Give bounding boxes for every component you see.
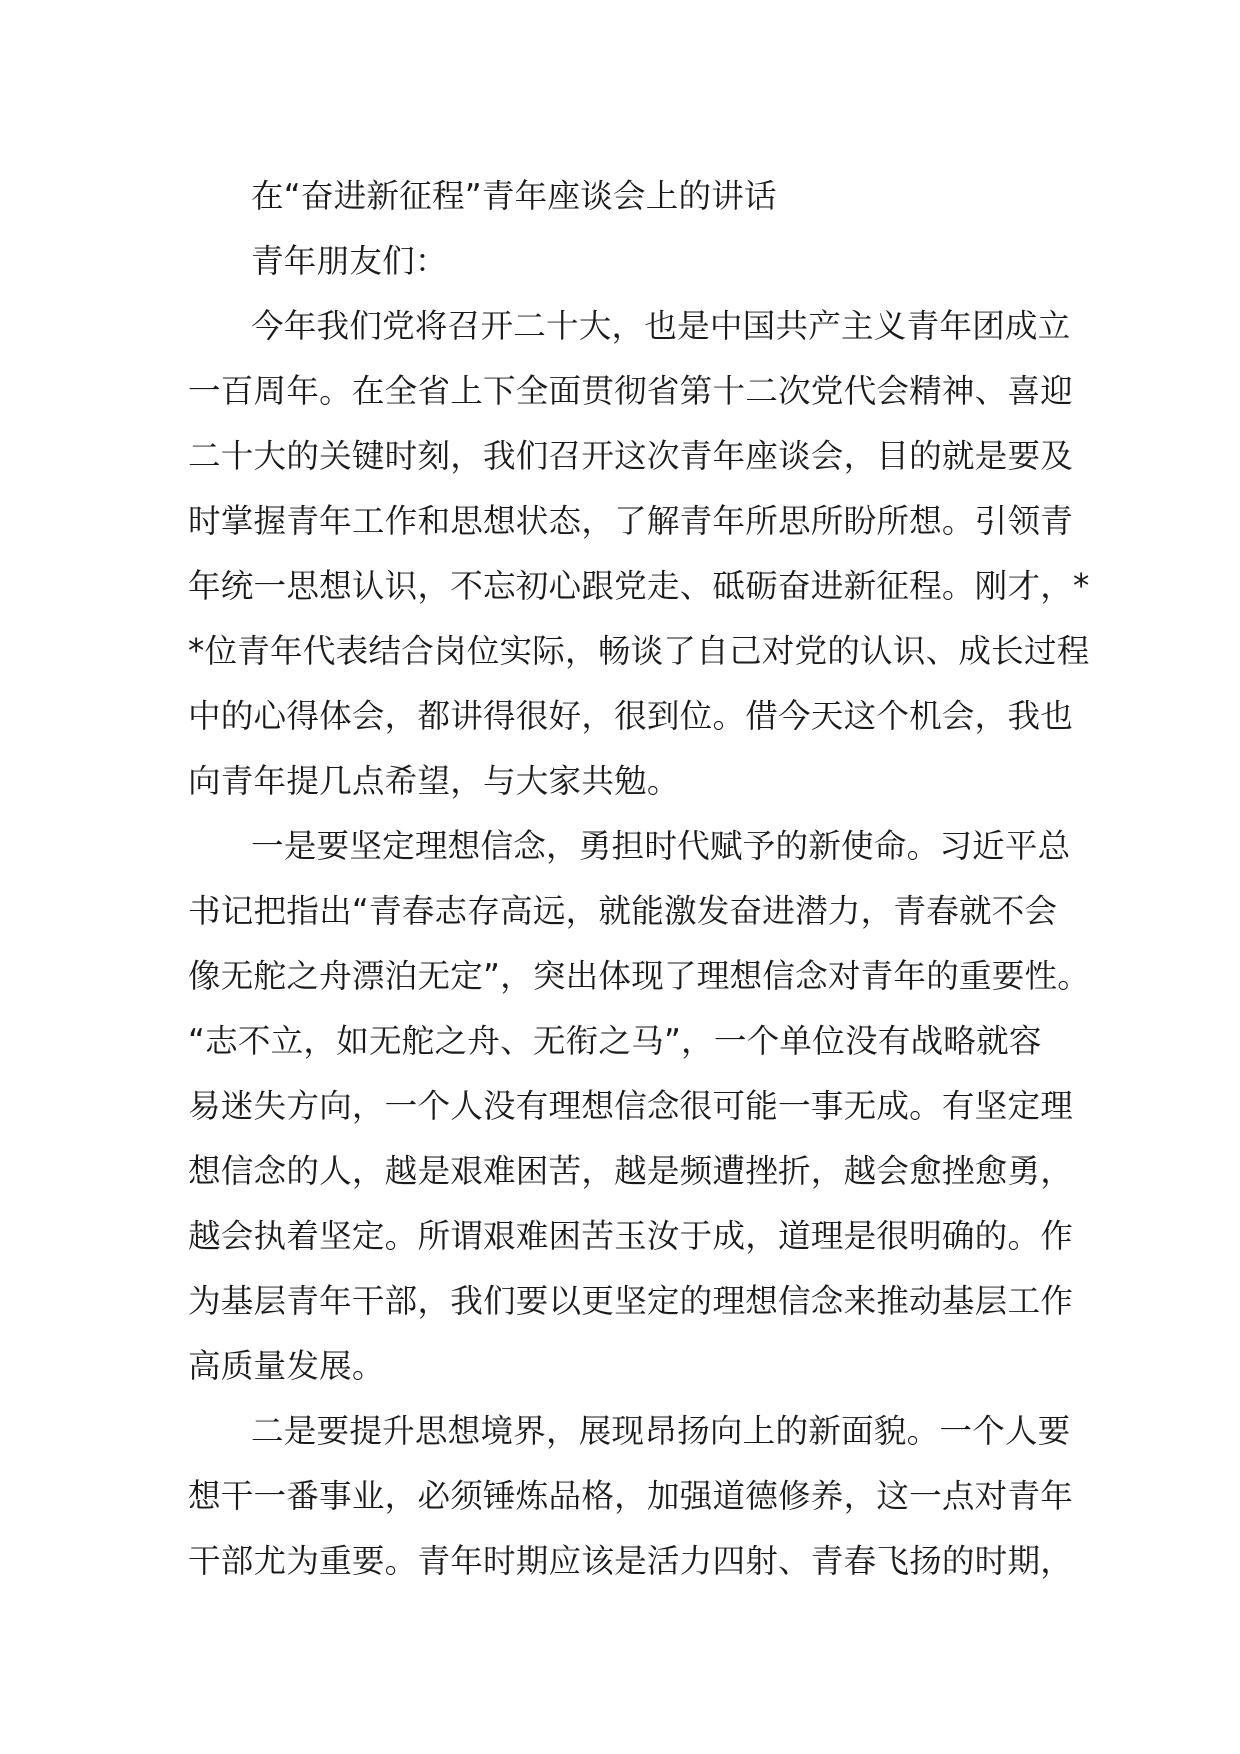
paragraph-2-line-8: 为基层青年干部，我们要以更坚定的理想信念来推动基层工作: [188, 1282, 1074, 1320]
paragraph-2-line-1: 一是要坚定理想信念，勇担时代赋予的新使命。习近平总: [251, 827, 1071, 865]
paragraph-2-line-4: “志不立，如无舵之舟、无衔之马”，一个单位没有战略就容: [188, 1022, 1042, 1060]
paragraph-1-line-3: 二十大的关键时刻，我们召开这次青年座谈会，目的就是要及: [188, 437, 1074, 475]
paragraph-3-line-2: 想干一番事业，必须锤炼品格，加强道德修养，这一点对青年: [188, 1477, 1074, 1515]
paragraph-2-line-9: 高质量发展。: [188, 1347, 385, 1385]
paragraph-2-line-2: 书记把指出“青春志存高远，就能激发奋进潜力，青春就不会: [188, 892, 1058, 930]
paragraph-3-line-1: 二是要提升思想境界，展现昂扬向上的新面貌。一个人要: [251, 1412, 1071, 1450]
paragraph-2-line-6: 想信念的人，越是艰难困苦，越是频遭挫折，越会愈挫愈勇，: [188, 1152, 1074, 1190]
paragraph-1-line-8: 向青年提几点希望，与大家共勉。: [188, 762, 680, 800]
paragraph-1-line-5: 年统一思想认识，不忘初心跟党走、砥砺奋进新征程。刚才，*: [188, 567, 1090, 605]
paragraph-2-line-3: 像无舵之舟漂泊无定”，突出体现了理想信念对青年的重要性。: [188, 957, 1091, 995]
paragraph-1-line-4: 时掌握青年工作和思想状态，了解青年所思所盼所想。引领青: [188, 502, 1074, 540]
paragraph-1-line-6: *位青年代表结合岗位实际，畅谈了自己对党的认识、成长过程: [188, 632, 1090, 670]
paragraph-1-line-1: 今年我们党将召开二十大，也是中国共产主义青年团成立: [251, 307, 1071, 345]
paragraph-1-line-2: 一百周年。在全省上下全面贯彻省第十二次党代会精神、喜迎: [188, 372, 1074, 410]
document-body: [188, 164, 1091, 1594]
salutation: 青年朋友们：: [251, 242, 448, 280]
paragraph-2-line-7: 越会执着坚定。所谓艰难困苦玉汝于成，道理是很明确的。作: [188, 1217, 1074, 1255]
paragraph-2-line-5: 易迷失方向，一个人没有理想信念很可能一事无成。有坚定理: [188, 1087, 1074, 1125]
paragraph-1-line-7: 中的心得体会，都讲得很好，很到位。借今天这个机会，我也: [188, 697, 1074, 735]
document-title: 在“奋进新征程”青年座谈会上的讲话: [251, 177, 777, 215]
paragraph-3-line-3: 干部尤为重要。青年时期应该是活力四射、青春飞扬的时期，: [188, 1542, 1074, 1580]
